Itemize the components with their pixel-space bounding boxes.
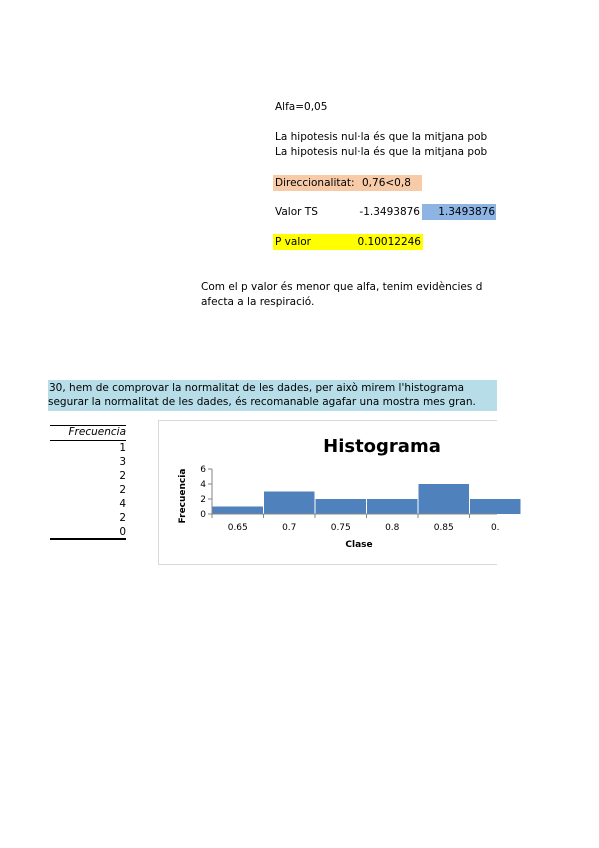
frequency-table <box>50 425 126 540</box>
normality-note-line-2: segurar la normalitat de les dades, és recomanable agafar una mostra mes gran. <box>48 396 476 408</box>
hypothesis-line-1: La hipotesis nul·la és que la mitjana pob <box>275 131 488 143</box>
histogram-bar <box>213 507 264 515</box>
direccionalitat-cell <box>273 175 422 191</box>
table-row: 0 <box>119 526 126 538</box>
normality-note-line-1: 30, hem de comprovar la normalitat de les dades, per això mirem l'histograma <box>49 382 465 394</box>
x-tick-label: 0.75 <box>330 523 351 533</box>
histogram-bar <box>419 484 470 514</box>
y-tick-label: 6 <box>200 465 206 475</box>
plot-area <box>200 465 520 533</box>
table-row: 3 <box>119 456 126 468</box>
x-axis-label: Clase <box>345 540 373 550</box>
valor-ts-label: Valor TS <box>275 206 318 218</box>
direccionalitat-value: 0,76<0,8 <box>362 177 411 189</box>
conclusion-line-1: Com el p valor és menor que alfa, tenim evidències d <box>201 281 483 293</box>
histogram-svg <box>159 421 500 564</box>
hypothesis-line-2: La hipotesis nul·la és que la mitjana pob <box>275 146 488 158</box>
table-row: 2 <box>119 512 126 524</box>
histogram-bar <box>367 499 418 514</box>
y-tick-label: 4 <box>200 480 206 490</box>
conclusion-line-2: afecta a la respiració. <box>201 296 315 308</box>
histogram-bar <box>316 499 367 514</box>
y-tick-label: 0 <box>200 510 206 520</box>
x-tick-label: 0.7 <box>282 523 297 533</box>
chart-title: Histograma <box>323 436 441 457</box>
histogram-chart <box>158 420 500 565</box>
table-bottom-rule <box>50 538 126 540</box>
x-tick-label: 0.8 <box>385 523 400 533</box>
frequency-table-header: Frecuencia <box>50 425 126 441</box>
p-valor-value: 0.10012246 <box>357 236 421 248</box>
p-valor-label: P valor <box>275 236 311 248</box>
normality-note <box>48 380 497 411</box>
table-row: 1 <box>119 442 126 454</box>
x-tick-label: 0.65 <box>227 523 248 533</box>
histogram-bar <box>470 499 521 514</box>
direccionalitat-label: Direccionalitat: <box>275 177 355 189</box>
valor-ts-abs-value: 1.3493876 <box>422 204 496 220</box>
alpha-label: Alfa=0,05 <box>275 101 328 113</box>
histogram-bar <box>264 492 315 515</box>
x-tick-label: 0.85 <box>433 523 454 533</box>
y-tick-label: 2 <box>200 495 206 505</box>
valor-ts-value: -1.3493876 <box>359 206 420 218</box>
table-row: 4 <box>119 498 126 510</box>
x-tick-label: 0. <box>490 523 500 533</box>
p-valor-cell <box>273 234 423 250</box>
table-row: 2 <box>119 484 126 496</box>
y-axis-label: Frecuencia <box>178 468 188 524</box>
table-row: 2 <box>119 470 126 482</box>
